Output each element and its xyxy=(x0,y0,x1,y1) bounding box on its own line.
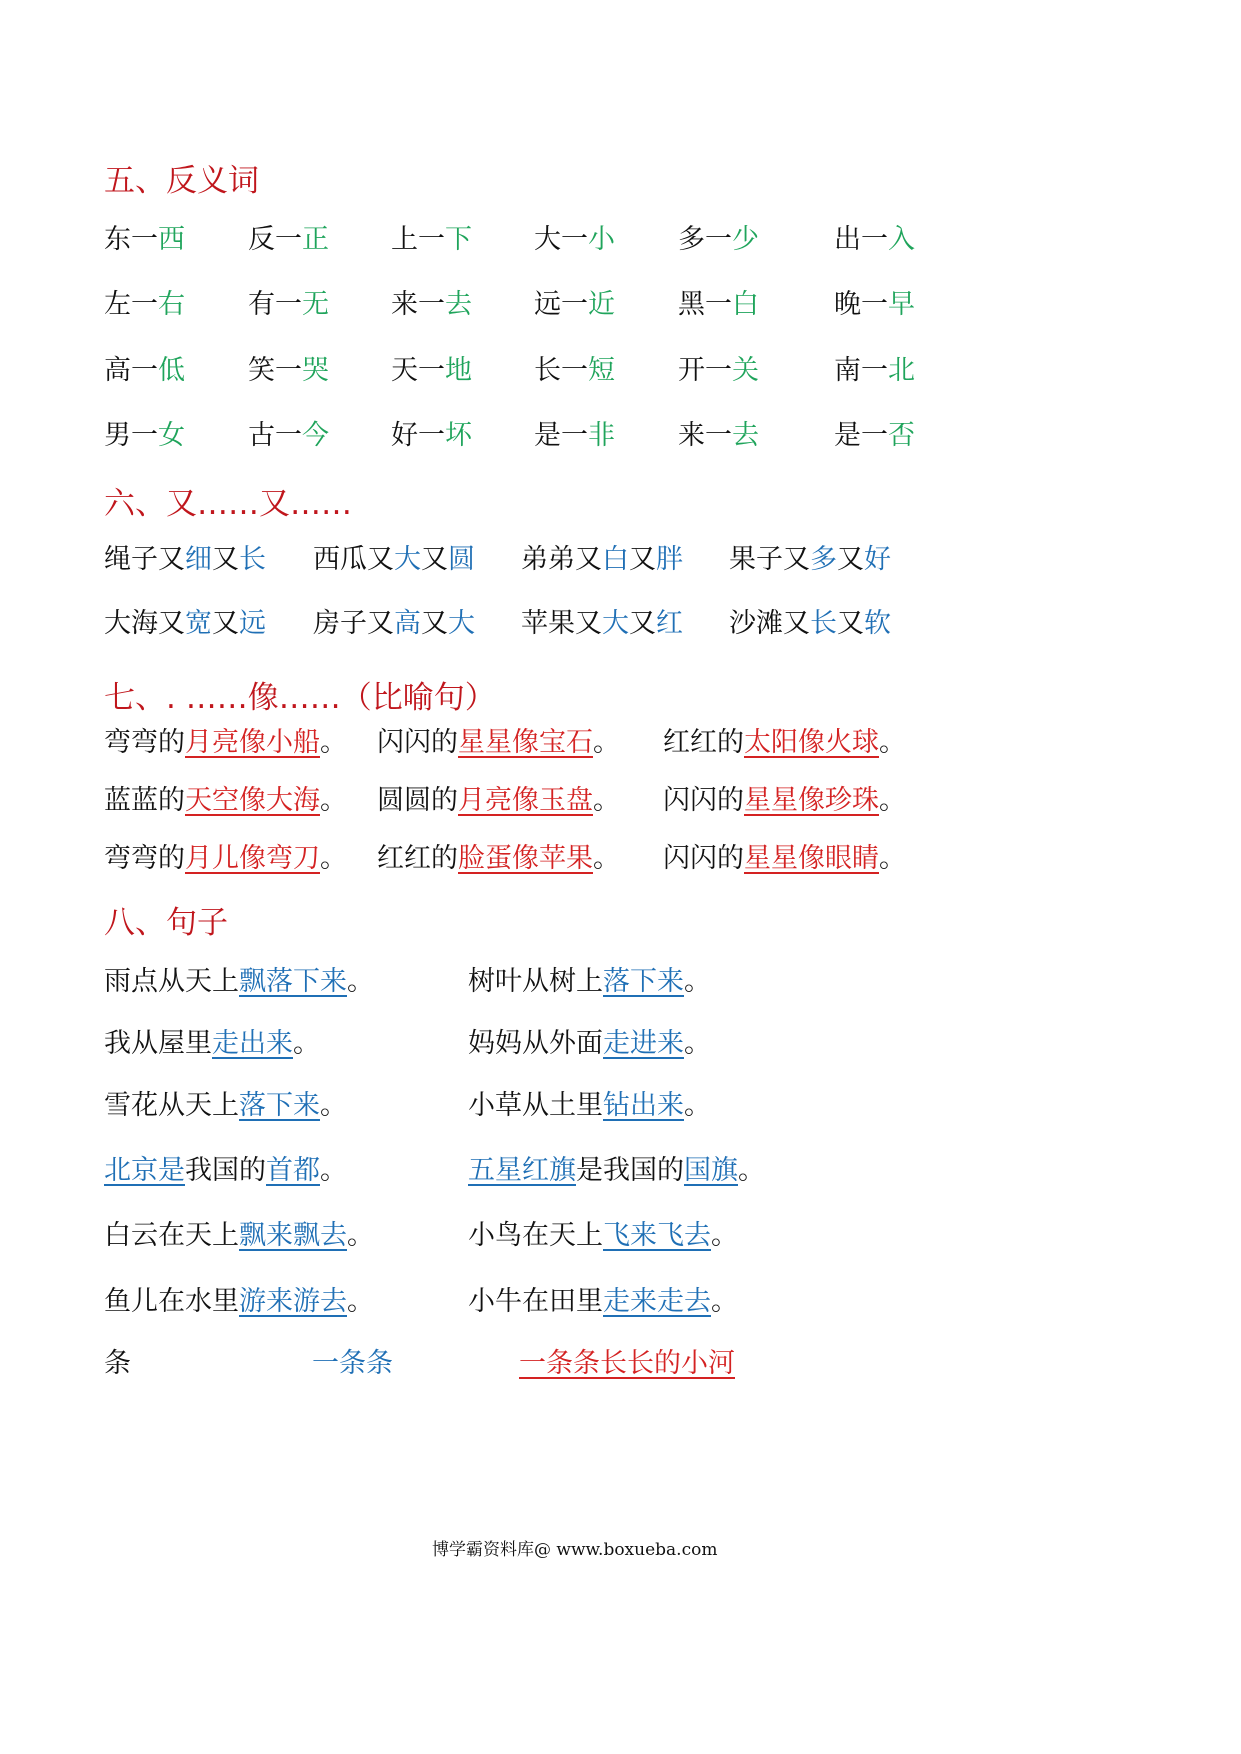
sentence-highlight: 走来走去 xyxy=(603,1286,711,1317)
antonym-pair xyxy=(104,419,185,453)
simile-sentence xyxy=(104,784,347,818)
simile-highlight: 月儿像弯刀 xyxy=(185,843,320,874)
antonym-answer: 小 xyxy=(588,224,615,255)
sentence xyxy=(468,1285,738,1319)
sentence-text: 。 xyxy=(684,1090,711,1121)
antonym-pair xyxy=(534,223,615,257)
antonym-word: 左一 xyxy=(104,289,158,320)
simile-sentence xyxy=(663,842,906,876)
simile-highlight: 月亮像玉盘 xyxy=(458,785,593,816)
sentence-highlight: 落下来 xyxy=(603,966,684,997)
antonym-pair xyxy=(534,354,615,388)
antonym-pair xyxy=(834,288,915,322)
antonym-pair xyxy=(391,223,472,257)
antonym-word: 来一 xyxy=(391,289,445,320)
antonym-answer: 低 xyxy=(158,355,185,386)
antonym-word: 天一 xyxy=(391,355,445,386)
antonym-pair xyxy=(534,419,615,453)
phrase-connector: 又 xyxy=(575,544,602,575)
you-you-phrase xyxy=(104,607,266,641)
simile-end: 。 xyxy=(320,727,347,758)
sentence xyxy=(104,965,374,999)
antonym-answer: 正 xyxy=(302,224,329,255)
antonym-pair xyxy=(678,419,759,453)
simile-sentence xyxy=(104,842,347,876)
you-you-phrase xyxy=(313,543,475,577)
simile-prefix: 弯弯的 xyxy=(104,727,185,758)
simile-sentence xyxy=(663,726,906,760)
sentence-text: 。 xyxy=(347,1286,374,1317)
antonym-word: 上一 xyxy=(391,224,445,255)
sentence xyxy=(468,1089,711,1123)
antonym-pair xyxy=(678,354,759,388)
phrase-adjective: 软 xyxy=(864,608,891,639)
antonym-word: 笑一 xyxy=(248,355,302,386)
antonym-word: 多一 xyxy=(678,224,732,255)
antonym-answer: 近 xyxy=(588,289,615,320)
phrase-connector: 又 xyxy=(158,608,185,639)
sentence-highlight: 国旗 xyxy=(684,1155,738,1186)
sentence-text: 树叶从树上 xyxy=(468,966,603,997)
antonym-pair xyxy=(678,223,759,257)
sentence-text: 小鸟在天上 xyxy=(468,1220,603,1251)
simile-end: 。 xyxy=(593,727,620,758)
antonym-pair xyxy=(248,288,329,322)
phrase-adjective: 长 xyxy=(239,544,266,575)
phrase-adjective: 大 xyxy=(394,544,421,575)
antonym-pair xyxy=(104,223,185,257)
simile-highlight: 星星像眼睛 xyxy=(744,843,879,874)
sentence-text: 。 xyxy=(320,1090,347,1121)
antonym-pair xyxy=(834,223,915,257)
phrase-connector: 又 xyxy=(783,544,810,575)
antonym-word: 南一 xyxy=(834,355,888,386)
sentence-highlight: 游来游去 xyxy=(239,1286,347,1317)
footer-watermark: 博学霸资料库@ www.boxueba.com xyxy=(432,1540,718,1560)
sentence-text: 我国的 xyxy=(185,1155,266,1186)
sentence xyxy=(468,965,711,999)
tiao-phrase: 一条条 xyxy=(312,1348,393,1379)
simile-sentence xyxy=(377,784,620,818)
phrase-adjective: 好 xyxy=(864,544,891,575)
sentence-highlight: 北京是 xyxy=(104,1155,185,1186)
sentence xyxy=(468,1027,711,1061)
section-7-title: 七、. ……像……（比喻句） xyxy=(104,680,496,716)
sentence-text: 。 xyxy=(347,1220,374,1251)
phrase-adjective: 圆 xyxy=(448,544,475,575)
phrase-connector: 又 xyxy=(158,544,185,575)
sentence-text: 鱼儿在水里 xyxy=(104,1286,239,1317)
antonym-answer: 短 xyxy=(588,355,615,386)
antonym-answer: 去 xyxy=(445,289,472,320)
you-you-phrase xyxy=(313,607,475,641)
phrase-connector: 又 xyxy=(367,608,394,639)
phrase-noun: 沙滩 xyxy=(729,608,783,639)
phrase-noun: 绳子 xyxy=(104,544,158,575)
simile-prefix: 圆圆的 xyxy=(377,785,458,816)
antonym-answer: 早 xyxy=(888,289,915,320)
antonym-pair xyxy=(834,354,915,388)
antonym-answer: 右 xyxy=(158,289,185,320)
antonym-pair xyxy=(248,223,329,257)
antonym-word: 古一 xyxy=(248,420,302,451)
you-you-phrase xyxy=(521,543,683,577)
phrase-adjective: 大 xyxy=(448,608,475,639)
antonym-answer: 今 xyxy=(302,420,329,451)
antonym-word: 男一 xyxy=(104,420,158,451)
antonym-word: 是一 xyxy=(834,420,888,451)
simile-end: 。 xyxy=(879,843,906,874)
antonym-pair xyxy=(534,288,615,322)
antonym-answer: 西 xyxy=(158,224,185,255)
phrase-connector: 又 xyxy=(629,544,656,575)
phrase-adjective: 多 xyxy=(810,544,837,575)
phrase-adjective: 高 xyxy=(394,608,421,639)
antonym-pair xyxy=(834,419,915,453)
sentence-highlight: 落下来 xyxy=(239,1090,320,1121)
phrase-connector: 又 xyxy=(837,544,864,575)
sentence-highlight: 飞来飞去 xyxy=(603,1220,711,1251)
simile-end: 。 xyxy=(320,843,347,874)
simile-prefix: 红红的 xyxy=(377,843,458,874)
antonym-answer: 下 xyxy=(445,224,472,255)
sentence-text: 妈妈从外面 xyxy=(468,1028,603,1059)
antonym-pair xyxy=(391,419,472,453)
antonym-word: 黑一 xyxy=(678,289,732,320)
you-you-phrase xyxy=(104,543,266,577)
simile-highlight: 太阳像火球 xyxy=(744,727,879,758)
sentence-text: 。 xyxy=(347,966,374,997)
phrase-noun: 西瓜 xyxy=(313,544,367,575)
you-you-phrase xyxy=(729,543,891,577)
antonym-answer: 无 xyxy=(302,289,329,320)
phrase-adjective: 红 xyxy=(656,608,683,639)
antonym-pair xyxy=(391,354,472,388)
antonym-word: 大一 xyxy=(534,224,588,255)
antonym-word: 是一 xyxy=(534,420,588,451)
simile-prefix: 弯弯的 xyxy=(104,843,185,874)
phrase-noun: 苹果 xyxy=(521,608,575,639)
antonym-word: 长一 xyxy=(534,355,588,386)
antonym-pair xyxy=(391,288,472,322)
simile-highlight: 星星像宝石 xyxy=(458,727,593,758)
antonym-answer: 女 xyxy=(158,420,185,451)
phrase-connector: 又 xyxy=(575,608,602,639)
antonym-answer: 北 xyxy=(888,355,915,386)
antonym-word: 开一 xyxy=(678,355,732,386)
sentence-highlight: 飘落下来 xyxy=(239,966,347,997)
simile-highlight: 天空像大海 xyxy=(185,785,320,816)
phrase-adjective: 大 xyxy=(602,608,629,639)
simile-prefix: 蓝蓝的 xyxy=(104,785,185,816)
sentence-highlight: 飘来飘去 xyxy=(239,1220,347,1251)
phrase-noun: 果子 xyxy=(729,544,783,575)
you-you-phrase xyxy=(729,607,891,641)
simile-highlight: 月亮像小船 xyxy=(185,727,320,758)
section-8-title: 八、句子 xyxy=(104,905,228,941)
simile-sentence xyxy=(663,784,906,818)
sentence-text: 。 xyxy=(738,1155,765,1186)
phrase-adjective: 白 xyxy=(602,544,629,575)
simile-sentence xyxy=(104,726,347,760)
phrase-noun: 房子 xyxy=(313,608,367,639)
simile-sentence xyxy=(377,726,620,760)
sentence xyxy=(468,1219,738,1253)
phrase-adjective: 远 xyxy=(239,608,266,639)
sentence-text: 是我国的 xyxy=(576,1155,684,1186)
antonym-answer: 坏 xyxy=(445,420,472,451)
phrase-noun: 弟弟 xyxy=(521,544,575,575)
phrase-connector: 又 xyxy=(212,544,239,575)
sentence xyxy=(468,1154,765,1188)
antonym-answer: 地 xyxy=(445,355,472,386)
simile-prefix: 闪闪的 xyxy=(663,843,744,874)
tiao-expanded: 一条条长长的小河 xyxy=(519,1348,735,1379)
antonym-answer: 少 xyxy=(732,224,759,255)
phrase-noun: 大海 xyxy=(104,608,158,639)
sentence-text: 小草从土里 xyxy=(468,1090,603,1121)
antonym-word: 东一 xyxy=(104,224,158,255)
antonym-word: 来一 xyxy=(678,420,732,451)
sentence-text: 。 xyxy=(711,1286,738,1317)
antonym-word: 反一 xyxy=(248,224,302,255)
sentence-text: 小牛在田里 xyxy=(468,1286,603,1317)
you-you-phrase xyxy=(521,607,683,641)
phrase-connector: 又 xyxy=(629,608,656,639)
antonym-answer: 非 xyxy=(588,420,615,451)
simile-end: 。 xyxy=(879,785,906,816)
antonym-pair xyxy=(104,288,185,322)
sentence xyxy=(104,1027,320,1061)
antonym-pair xyxy=(248,419,329,453)
section-6-title: 六、又……又…… xyxy=(104,486,352,522)
antonym-word: 有一 xyxy=(248,289,302,320)
simile-end: 。 xyxy=(593,843,620,874)
sentence-highlight: 走进来 xyxy=(603,1028,684,1059)
phrase-adjective: 细 xyxy=(185,544,212,575)
sentence-text: 雨点从天上 xyxy=(104,966,239,997)
sentence xyxy=(104,1089,347,1123)
antonym-answer: 白 xyxy=(732,289,759,320)
antonym-word: 远一 xyxy=(534,289,588,320)
antonym-word: 晚一 xyxy=(834,289,888,320)
antonym-answer: 哭 xyxy=(302,355,329,386)
simile-highlight: 脸蛋像苹果 xyxy=(458,843,593,874)
phrase-connector: 又 xyxy=(212,608,239,639)
sentence-highlight: 钻出来 xyxy=(603,1090,684,1121)
phrase-connector: 又 xyxy=(367,544,394,575)
antonym-word: 高一 xyxy=(104,355,158,386)
phrase-connector: 又 xyxy=(421,544,448,575)
antonym-pair xyxy=(104,354,185,388)
tiao-word: 条 xyxy=(104,1348,131,1379)
phrase-connector: 又 xyxy=(837,608,864,639)
sentence-text: 。 xyxy=(320,1155,347,1186)
antonym-pair xyxy=(678,288,759,322)
antonym-answer: 关 xyxy=(732,355,759,386)
antonym-answer: 否 xyxy=(888,420,915,451)
sentence-highlight: 走出来 xyxy=(212,1028,293,1059)
phrase-adjective: 胖 xyxy=(656,544,683,575)
sentence-text: 。 xyxy=(711,1220,738,1251)
simile-highlight: 星星像珍珠 xyxy=(744,785,879,816)
phrase-adjective: 长 xyxy=(810,608,837,639)
phrase-connector: 又 xyxy=(421,608,448,639)
antonym-pair xyxy=(248,354,329,388)
sentence xyxy=(104,1285,374,1319)
sentence-text: 。 xyxy=(684,1028,711,1059)
phrase-adjective: 宽 xyxy=(185,608,212,639)
antonym-word: 好一 xyxy=(391,420,445,451)
simile-prefix: 闪闪的 xyxy=(377,727,458,758)
antonym-answer: 入 xyxy=(888,224,915,255)
simile-end: 。 xyxy=(593,785,620,816)
sentence xyxy=(104,1219,374,1253)
simile-end: 。 xyxy=(879,727,906,758)
simile-sentence xyxy=(377,842,620,876)
sentence-text: 白云在天上 xyxy=(104,1220,239,1251)
simile-prefix: 红红的 xyxy=(663,727,744,758)
sentence-text: 我从屋里 xyxy=(104,1028,212,1059)
simile-end: 。 xyxy=(320,785,347,816)
antonym-word: 出一 xyxy=(834,224,888,255)
section-5-title: 五、反义词 xyxy=(104,163,259,199)
sentence xyxy=(104,1154,347,1188)
sentence-highlight: 五星红旗 xyxy=(468,1155,576,1186)
phrase-connector: 又 xyxy=(783,608,810,639)
sentence-text: 。 xyxy=(684,966,711,997)
antonym-answer: 去 xyxy=(732,420,759,451)
sentence-text: 雪花从天上 xyxy=(104,1090,239,1121)
sentence-highlight: 首都 xyxy=(266,1155,320,1186)
simile-prefix: 闪闪的 xyxy=(663,785,744,816)
sentence-text: 。 xyxy=(293,1028,320,1059)
